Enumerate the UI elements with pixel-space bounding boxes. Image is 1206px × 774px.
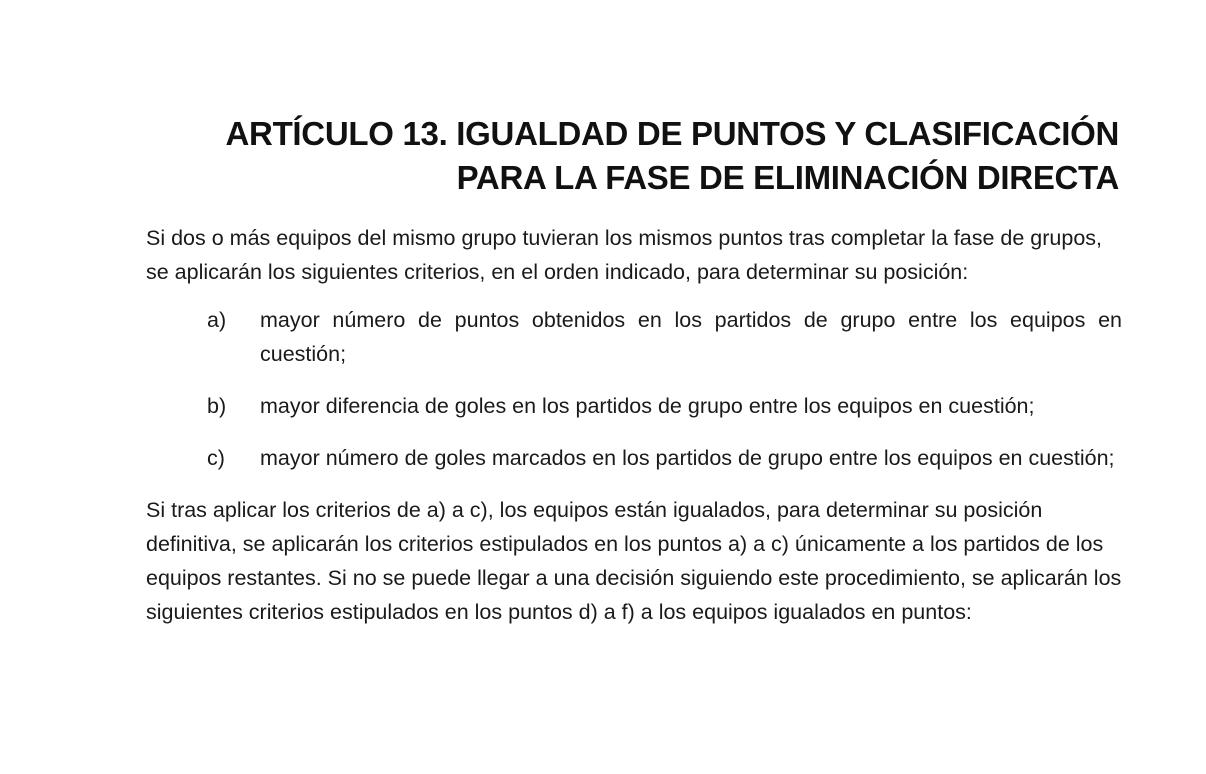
article-title: [146, 112, 1122, 200]
criteria-list: [146, 303, 1122, 475]
criterion-marker: c): [207, 446, 225, 470]
criterion-a: [146, 303, 1122, 371]
criterion-text: mayor número de goles marcados en los partidos de grupo entre los equipos en cuestión;: [260, 446, 1115, 470]
criterion-marker: b): [207, 394, 227, 418]
article-title-line-1: ARTÍCULO 13. IGUALDAD DE PUNTOS Y CLASIFICACIÓN: [225, 115, 1119, 152]
intro-paragraph: Si dos o más equipos del mismo grupo tuvieran los mismos puntos tras completar la fase de grupos, se aplicarán los siguientes criterios, en el orden indicado, para determinar su posición:: [146, 226, 1103, 284]
outro-paragraph: Si tras aplicar los criterios de a) a c), los equipos están igualados, para determinar su posición definitiva, se aplicarán los criterios estipulados en los puntos a) a c) únicamente a los partidos de los equipos restantes. Si no se puede llegar a una decisión siguiendo este procedimiento, se aplicarán los siguientes criterios estipulados en los puntos d) a f) a los equipos igualados en puntos:: [146, 498, 1122, 624]
criterion-b: [146, 389, 1122, 423]
document-page: [146, 112, 1122, 629]
article-title-line-2: PARA LA FASE DE ELIMINACIÓN DIRECTA: [456, 159, 1119, 196]
criterion-marker: a): [207, 308, 227, 332]
criterion-text: mayor número de puntos obtenidos en los partidos de grupo entre los equipos en cuestión;: [260, 308, 1122, 366]
criterion-text: mayor diferencia de goles en los partidos de grupo entre los equipos en cuestión;: [260, 394, 1035, 418]
criterion-c: [146, 441, 1122, 475]
